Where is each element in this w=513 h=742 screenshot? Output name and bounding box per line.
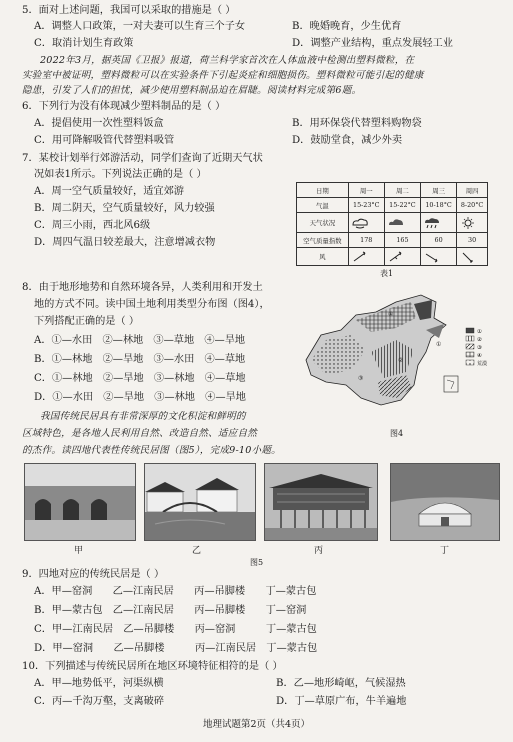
wind-arrow-icon: [421, 250, 443, 264]
q9-option-b: B．甲—蒙古包 乙—江南民居 丙—吊脚楼 丁—窑洞: [34, 605, 307, 616]
map-legend: [466, 328, 487, 367]
passage2-line-3: 的杰作。读四地代表性传统民居图（图5），完成9-10小题。: [22, 445, 281, 456]
wind-arrow-icon: [349, 250, 371, 264]
weather-table: [296, 182, 488, 266]
table-row: [297, 183, 488, 198]
table-header-mon: 周一: [348, 183, 384, 198]
photo-cave-dwelling: [24, 463, 136, 541]
q8-stem-3: 下列搭配正确的是（ ）: [34, 316, 140, 327]
table-cell: [457, 248, 488, 266]
table-cell: [457, 213, 488, 233]
q7-option-a: A．周一空气质量较好，适宜郊游: [34, 186, 184, 197]
passage1-line-1: 2022年3月，据英国《卫报》报道，荷兰科学家首次在人体血液中检测出塑料微粒，在: [40, 55, 415, 66]
q10-option-d: D．丁—草原广布，牛羊遍地: [276, 696, 407, 707]
legend-label-2: ②: [477, 337, 482, 343]
table-cell: [384, 213, 420, 233]
q5-option-a: A．调整人口政策，一对夫妻可以生育三个子女: [34, 21, 246, 32]
q7-stem-2: 况如表1所示。下列说法正确的是（ ）: [34, 169, 207, 180]
legend-swatch: [466, 360, 474, 365]
passage1-line-3: 隐患，引发了人们的担忧，减少使用塑料制品迫在眉睫。阅读材料完成第6题。: [22, 85, 362, 96]
table-header-date: 日期: [297, 183, 349, 198]
map-label: ①: [436, 341, 442, 348]
fig5-caption: 图5: [250, 558, 264, 567]
photo-stilt-house: [264, 463, 378, 541]
q6-option-a: A．提倡使用一次性塑料饭盒: [34, 118, 164, 129]
passage2-line-2: 区域特色，是各地人民利用自然、改造自然、适应自然: [22, 428, 258, 439]
q9-stem: 9．四地对应的传统民居是（ ）: [22, 569, 165, 580]
q8-option-c: C．①—林地 ②—旱地 ③—林地 ④—草地: [34, 373, 246, 384]
page-footer: 地理试题第2页（共4页）: [202, 719, 311, 730]
fig5-label-ding: 丁: [440, 546, 450, 556]
photo-jiangnan-dwelling: [144, 463, 256, 541]
q9-option-a: A．甲—窑洞 乙—江南民居 丙—吊脚楼 丁—蒙古包: [34, 586, 317, 597]
table-header-tue: 周二: [384, 183, 420, 198]
fig5-label-bing: 丙: [314, 546, 324, 556]
table-cell: 165: [384, 233, 420, 248]
table-row: [297, 233, 488, 248]
table-cell: 风: [297, 248, 349, 266]
table-cell: 空气质量指数: [297, 233, 349, 248]
q10-option-a: A．甲—地势低平，河渠纵横: [34, 678, 164, 689]
cloudy-icon: [385, 216, 407, 230]
q6-option-d: D．鼓励堂食，减少外卖: [292, 135, 403, 146]
photo-yurt: [390, 463, 500, 541]
table-header-thu: 周四: [457, 183, 488, 198]
sunny-icon: [457, 216, 479, 230]
table-cell: 15-22°C: [384, 198, 420, 213]
passage2-line-1: 我国传统民居具有非常深厚的文化积淀和鲜明的: [40, 411, 246, 422]
table-row: [297, 198, 488, 213]
table-row: [297, 248, 488, 266]
legend-label-4: ④: [477, 353, 482, 359]
q8-option-a: A．①—水田 ②—林地 ③—草地 ④—旱地: [34, 335, 246, 346]
q8-option-b: B．①—林地 ②—旱地 ③—水田 ④—草地: [34, 354, 246, 365]
wind-arrow-icon: [457, 250, 479, 264]
table-header-wed: 周三: [421, 183, 457, 198]
q10-option-c: C．丙—千沟万壑，支离破碎: [34, 696, 165, 707]
q5-option-b: B．晚婚晚育，少生优育: [292, 21, 402, 32]
table-cell: [348, 213, 384, 233]
fig5-label-yi: 乙: [192, 546, 202, 556]
q7-stem-1: 7．某校计划举行郊游活动，同学们查询了近期天气状: [22, 153, 263, 164]
q6-stem: 6．下列行为没有体现减少塑料制品的是（ ）: [22, 101, 226, 112]
legend-label-desert: 荒漠: [477, 361, 488, 367]
fig5-label-jia: 甲: [74, 546, 84, 556]
q6-option-c: C．用可降解吸管代替塑料吸管: [34, 135, 175, 146]
table-cell: 气温: [297, 198, 349, 213]
legend-swatch: [466, 352, 474, 357]
table1-caption: 表1: [380, 269, 394, 278]
q7-option-d: D．周四气温日较差最大，注意增减衣物: [34, 237, 216, 248]
wind-arrow-icon: [385, 250, 407, 264]
table-cell: 15-23°C: [348, 198, 384, 213]
table-cell: [421, 248, 457, 266]
legend-swatch: [466, 336, 474, 341]
q10-option-b: B．乙—地形崎岖，气候湿热: [276, 678, 406, 689]
land-use-map: [296, 290, 496, 430]
legend-label-1: ①: [477, 329, 482, 335]
q6-option-b: B．用环保袋代替塑料购物袋: [292, 118, 422, 129]
light-rain-icon: [421, 216, 443, 230]
map-label: ④: [388, 311, 394, 318]
table-cell: 178: [348, 233, 384, 248]
table-cell: 天气状况: [297, 213, 349, 233]
table-cell: 10-18°C: [421, 198, 457, 213]
passage1-line-2: 实验室中被证明，塑料微粒可以在实验条件下引起炎症和细胞损伤。塑料微粒可能引起的健康: [22, 70, 424, 81]
overcast-icon: [349, 216, 371, 230]
q8-stem-1: 8．由于地形地势和自然环境各异，人类利用和开发土: [22, 282, 263, 293]
south-sea-islands: [447, 380, 454, 389]
q5-stem: 5．面对上述问题，我国可以采取的措施是（ ）: [22, 5, 236, 16]
map-label: ②: [398, 357, 404, 364]
legend-label-3: ③: [477, 345, 482, 351]
q9-option-d: D．甲—窑洞 乙—吊脚楼 丙—江南民居 丁—蒙古包: [34, 643, 318, 654]
q8-stem-2: 地的方式不同。读中国土地利用类型分布图（图4），: [34, 299, 270, 310]
q8-option-d: D．①—水田 ②—旱地 ③—林地 ④—旱地: [34, 392, 246, 403]
q9-option-c: C．甲—江南民居 乙—吊脚楼 丙—窑洞 丁—蒙古包: [34, 624, 317, 635]
q10-stem: 10．下列描述与传统民居所在地区环境特征相符的是（ ）: [22, 661, 283, 672]
map-label: ③: [358, 375, 364, 382]
q7-option-c: C．周三小雨，西北风6级: [34, 220, 151, 231]
table-cell: 8-20°C: [457, 198, 488, 213]
table-cell: [421, 213, 457, 233]
table-cell: 60: [421, 233, 457, 248]
q5-option-c: C．取消计划生育政策: [34, 38, 134, 49]
table-cell: 30: [457, 233, 488, 248]
q5-option-d: D．调整产业结构，重点发展轻工业: [292, 38, 453, 49]
q7-option-b: B．周二阴天，空气质量较好，风力较强: [34, 203, 215, 214]
table-cell: [348, 248, 384, 266]
table-row: [297, 213, 488, 233]
fig4-caption: 图4: [390, 429, 404, 438]
legend-swatch: [466, 344, 474, 349]
south-sea-inset: [444, 376, 458, 392]
legend-swatch: [466, 328, 474, 333]
table-cell: [384, 248, 420, 266]
